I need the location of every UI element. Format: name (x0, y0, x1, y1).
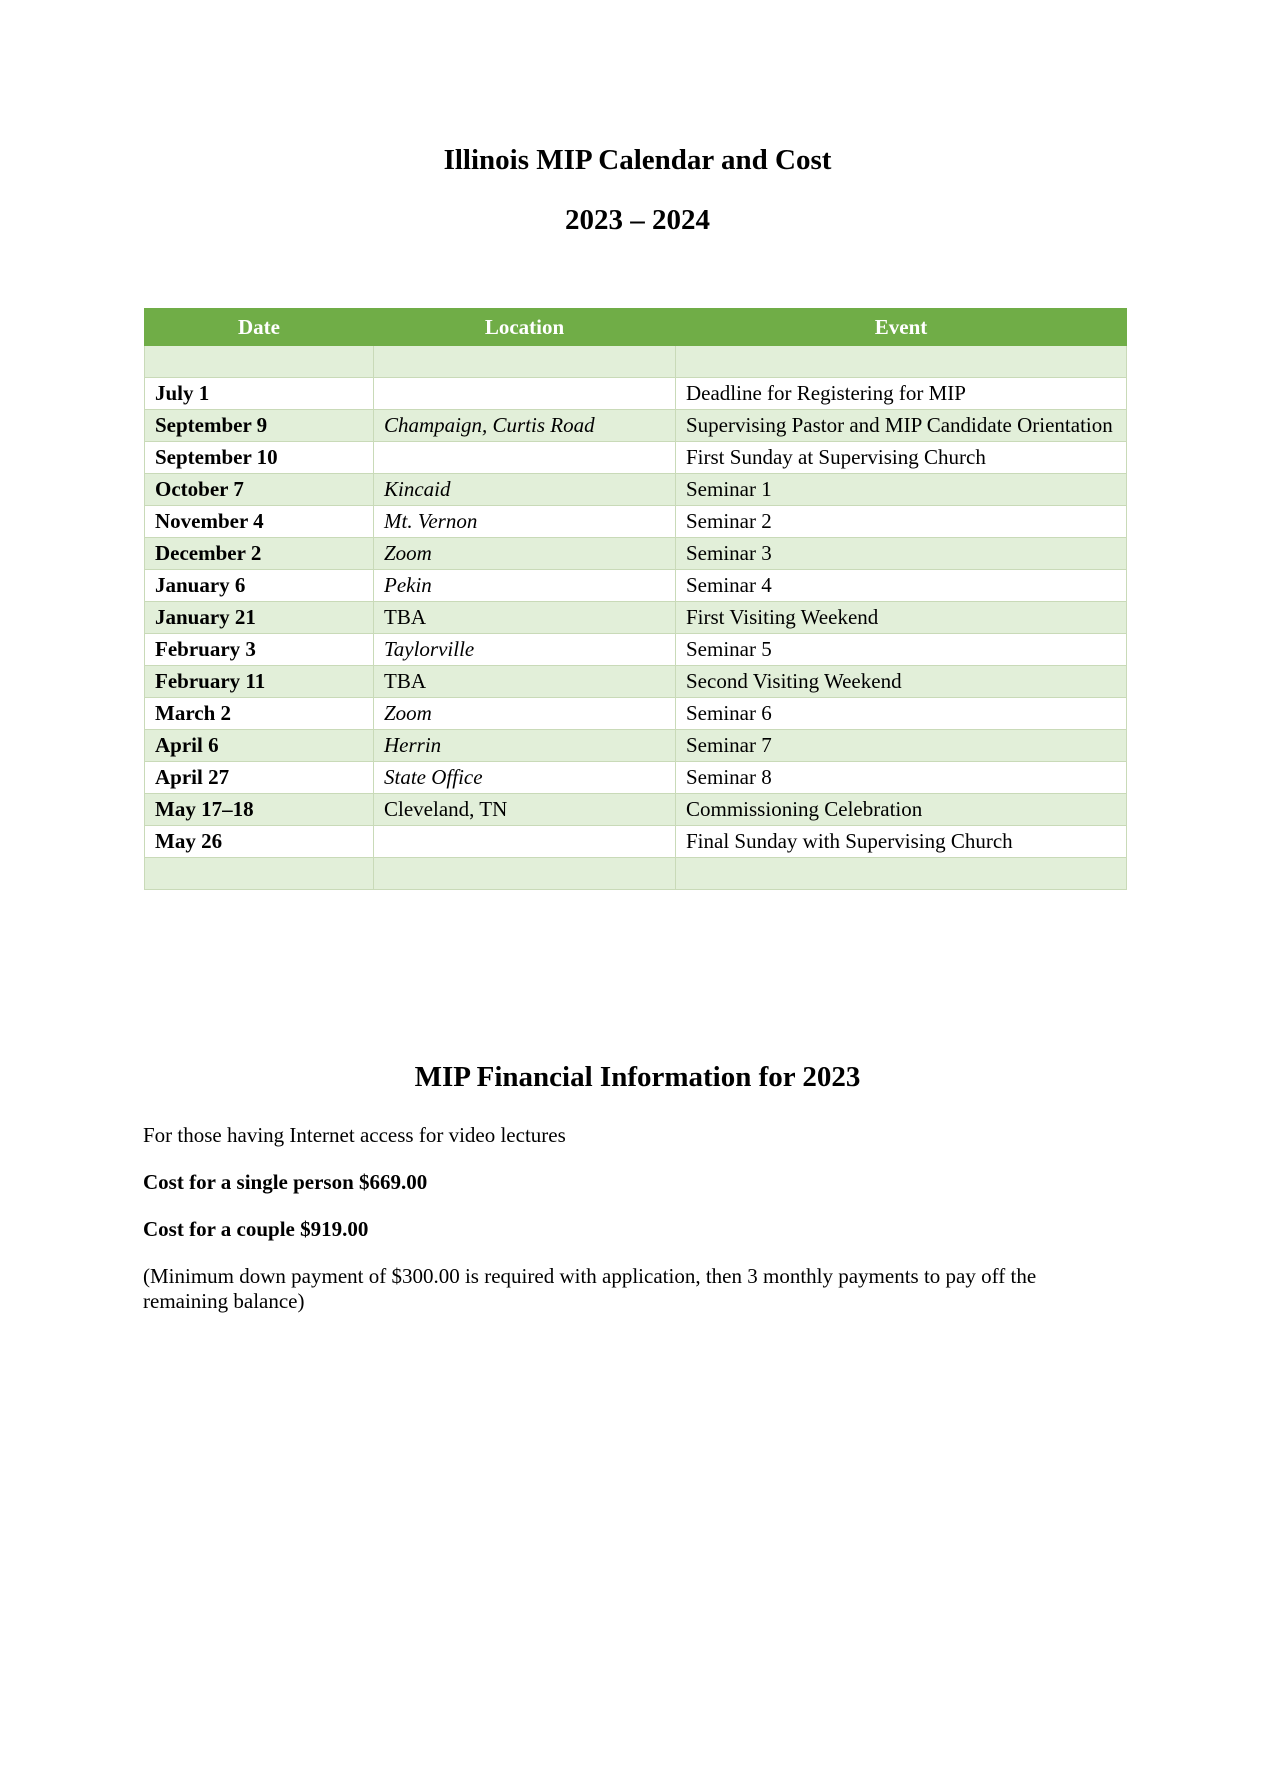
cell-event (676, 346, 1127, 378)
table-header-row (145, 309, 1127, 346)
column-header-event: Event (676, 309, 1127, 346)
cell-date (145, 858, 374, 890)
cell-event: Commissioning Celebration (676, 794, 1127, 826)
cell-event: Seminar 6 (676, 698, 1127, 730)
table-row (145, 570, 1127, 602)
cell-location: Champaign, Curtis Road (374, 410, 676, 442)
calendar-table (144, 308, 1127, 890)
cell-event: First Visiting Weekend (676, 602, 1127, 634)
table-row (145, 538, 1127, 570)
cell-location: Herrin (374, 730, 676, 762)
cell-date: April 6 (145, 730, 374, 762)
cell-date: January 21 (145, 602, 374, 634)
cell-date: July 1 (145, 378, 374, 410)
table-row (145, 474, 1127, 506)
table-row (145, 698, 1127, 730)
cell-event (676, 858, 1127, 890)
payment-terms-note: (Minimum down payment of $300.00 is required with application, then 3 monthly payments to pay off the remaining balance) (143, 1264, 1037, 1313)
table-row (145, 506, 1127, 538)
cell-date: May 26 (145, 826, 374, 858)
cell-location: State Office (374, 762, 676, 794)
financial-heading: MIP Financial Information for 2023 (414, 1061, 861, 1093)
cell-event: Seminar 4 (676, 570, 1127, 602)
cell-location: TBA (374, 602, 676, 634)
table-row (145, 346, 1127, 378)
table-row (145, 858, 1127, 890)
table-row (145, 602, 1127, 634)
table-row (145, 666, 1127, 698)
cell-event: Deadline for Registering for MIP (676, 378, 1127, 410)
cell-event: First Sunday at Supervising Church (676, 442, 1127, 474)
cell-date: September 9 (145, 410, 374, 442)
cell-date: October 7 (145, 474, 374, 506)
cell-event: Final Sunday with Supervising Church (676, 826, 1127, 858)
cell-event: Seminar 3 (676, 538, 1127, 570)
cell-location: Zoom (374, 698, 676, 730)
financial-note-internet-access: For those having Internet access for video lectures (143, 1123, 566, 1147)
table-row (145, 730, 1127, 762)
column-header-date: Date (145, 309, 374, 346)
table-row (145, 794, 1127, 826)
cell-location (374, 346, 676, 378)
financial-section (0, 1060, 1275, 1314)
cost-single-person: Cost for a single person $669.00 (143, 1170, 428, 1194)
column-header-location: Location (374, 309, 676, 346)
cell-location: Zoom (374, 538, 676, 570)
cell-location: Kincaid (374, 474, 676, 506)
page-title: Illinois MIP Calendar and Cost (443, 144, 832, 176)
cell-location: TBA (374, 666, 676, 698)
cell-location: Taylorville (374, 634, 676, 666)
cell-date: May 17–18 (145, 794, 374, 826)
cell-event: Seminar 7 (676, 730, 1127, 762)
cell-date: January 6 (145, 570, 374, 602)
cell-event: Second Visiting Weekend (676, 666, 1127, 698)
cell-event: Seminar 5 (676, 634, 1127, 666)
cell-date: April 27 (145, 762, 374, 794)
table-row (145, 442, 1127, 474)
cost-couple: Cost for a couple $919.00 (143, 1217, 369, 1241)
table-row (145, 826, 1127, 858)
cell-location: Mt. Vernon (374, 506, 676, 538)
cell-date: March 2 (145, 698, 374, 730)
table-row (145, 410, 1127, 442)
table-row (145, 378, 1127, 410)
cell-location (374, 442, 676, 474)
cell-date: September 10 (145, 442, 374, 474)
cell-location: Pekin (374, 570, 676, 602)
cell-location (374, 826, 676, 858)
cell-event: Supervising Pastor and MIP Candidate Orientation (676, 410, 1127, 442)
table-row (145, 634, 1127, 666)
page-subtitle: 2023 – 2024 (565, 204, 710, 236)
cell-event: Seminar 2 (676, 506, 1127, 538)
cell-location (374, 378, 676, 410)
cell-location (374, 858, 676, 890)
cell-location: Cleveland, TN (374, 794, 676, 826)
document-page (0, 142, 1275, 1792)
cell-date: November 4 (145, 506, 374, 538)
cell-date: February 3 (145, 634, 374, 666)
cell-date (145, 346, 374, 378)
cell-date: December 2 (145, 538, 374, 570)
cell-date: February 11 (145, 666, 374, 698)
cell-event: Seminar 8 (676, 762, 1127, 794)
table-row (145, 762, 1127, 794)
cell-event: Seminar 1 (676, 474, 1127, 506)
